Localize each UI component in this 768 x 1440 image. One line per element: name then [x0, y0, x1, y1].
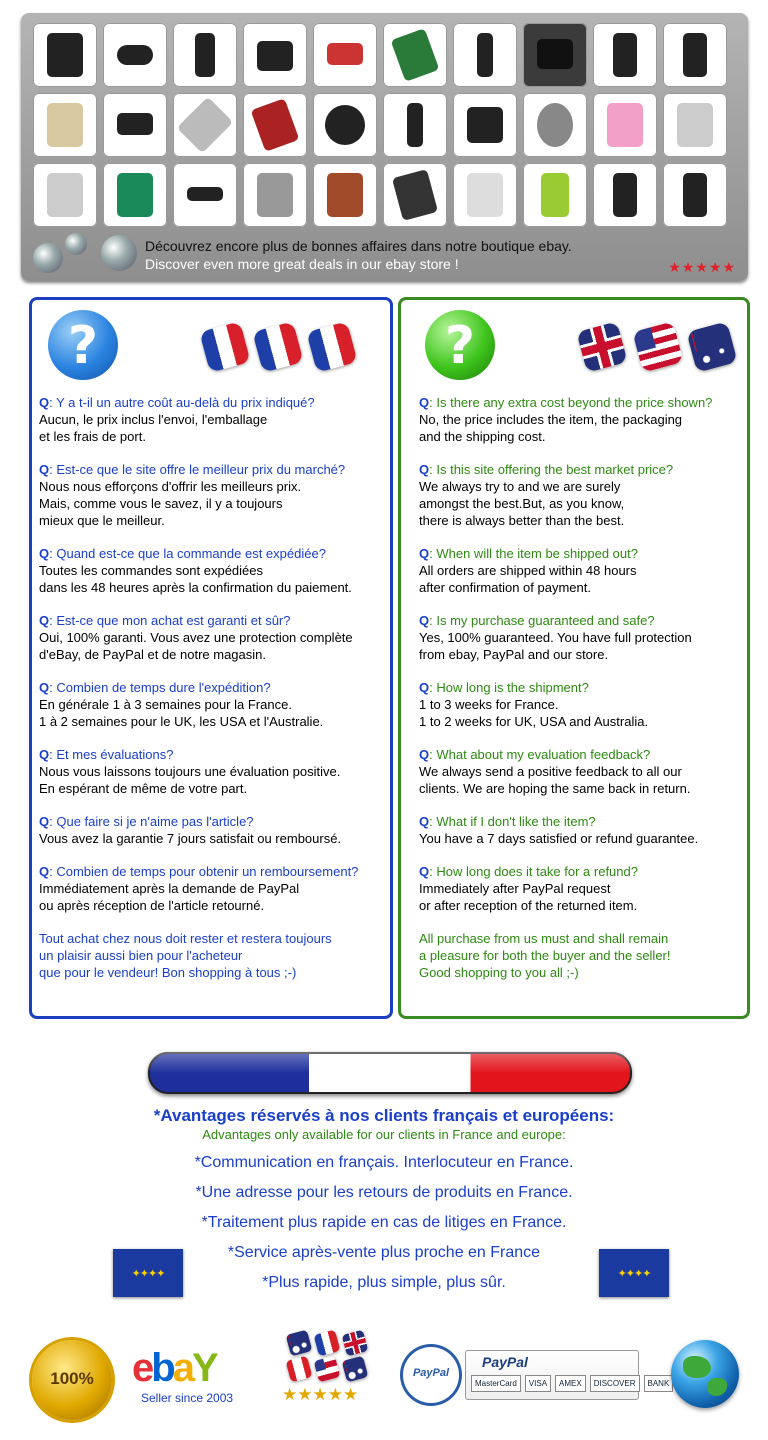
product-thumb[interactable]	[383, 23, 447, 87]
paypal-logo: PayPal	[482, 1354, 528, 1370]
faq-item	[419, 545, 743, 596]
product-thumb[interactable]	[33, 93, 97, 157]
question-icon: ?	[425, 310, 495, 380]
faq-answer: You have a 7 days satisfied or refund guarantee.	[419, 831, 699, 846]
faq-answer: No, the price includes the item, the packaging and the shipping cost.	[419, 412, 683, 444]
faq-question: Q: Is my purchase guaranteed and safe?	[419, 613, 655, 628]
faq-answer: Oui, 100% garanti. Vous avez une protection complète d'eBay, de PayPal et de notre magasin.	[39, 630, 353, 662]
buyer-protection-seal-icon: PayPal	[400, 1344, 462, 1406]
globe-icon	[65, 233, 87, 255]
banner-text-fr: Découvrez encore plus de bonnes affaires dans notre boutique ebay.	[145, 238, 572, 254]
globe-icon	[671, 1340, 739, 1408]
faq-question: Q: Et mes évaluations?	[39, 747, 174, 762]
question-icon: ?	[48, 310, 118, 380]
product-thumb[interactable]	[243, 163, 307, 227]
product-thumb[interactable]	[103, 93, 167, 157]
faq-question: Q: Quand est-ce que la commande est expédiée?	[39, 546, 326, 561]
product-thumb[interactable]	[523, 93, 587, 157]
globe-icon	[33, 243, 63, 273]
us-flag-icon	[314, 1356, 341, 1383]
product-thumb[interactable]	[593, 163, 657, 227]
advantages-title: *Avantages réservés à nos clients français et européens:	[153, 1106, 615, 1125]
faq-item	[419, 394, 743, 445]
product-thumb[interactable]	[453, 23, 517, 87]
faq-question: Q: When will the item be shipped out?	[419, 546, 638, 561]
product-thumb[interactable]	[663, 23, 727, 87]
faq-answer: Immediately after PayPal request or after reception of the returned item.	[419, 881, 638, 913]
french-tricolor-bar	[148, 1052, 632, 1094]
faq-item	[419, 679, 743, 730]
faq-answer: All orders are shipped within 48 hours after confirmation of payment.	[419, 563, 637, 595]
faq-question: Q: How long does it take for a refund?	[419, 864, 638, 879]
faq-question: Q: Y a t-il un autre coût au-delà du prix indiqué?	[39, 395, 315, 410]
product-thumb[interactable]	[173, 163, 237, 227]
rating-stars: ★★★★★	[282, 1385, 359, 1404]
us-flag-icon	[632, 321, 683, 372]
faq-item	[39, 394, 386, 445]
advantages-subtitle: Advantages only available for our clients in France and europe:	[202, 1127, 566, 1142]
product-thumb[interactable]	[383, 93, 447, 157]
faq-list	[39, 394, 386, 981]
faq-item	[419, 461, 743, 529]
amex-icon: AMEX	[555, 1375, 586, 1392]
canada-flag-icon	[286, 1356, 313, 1383]
product-thumbnails	[33, 23, 738, 227]
faq-closing: All purchase from us must and shall remain a pleasure for both the buyer and the seller! Good shopping to you all ;-)	[419, 931, 671, 980]
product-thumb[interactable]	[243, 23, 307, 87]
faq-question: Q: Is there any extra cost beyond the price shown?	[419, 395, 713, 410]
faq-question: Q: Est-ce que mon achat est garanti et sûr?	[39, 613, 291, 628]
ebay-logo[interactable]: ebaY	[132, 1346, 216, 1390]
faq-panel-french	[29, 297, 393, 1019]
australia-flag-icon	[286, 1330, 313, 1357]
france-flag-icon	[306, 321, 357, 372]
faq-item	[39, 813, 386, 847]
faq-answer: We always send a positive feedback to all our clients. We are hoping the same back in return.	[419, 764, 691, 796]
product-thumb[interactable]	[453, 163, 517, 227]
seller-since: Seller since 2003	[141, 1391, 234, 1405]
product-thumb[interactable]	[33, 163, 97, 227]
faq-answer: Immédiatement après la demande de PayPal ou après réception de l'article retourné.	[39, 881, 300, 913]
product-thumb[interactable]	[103, 23, 167, 87]
product-thumb[interactable]	[383, 163, 447, 227]
product-thumb[interactable]	[103, 163, 167, 227]
france-flag-icon	[252, 321, 303, 372]
faq-question: Q: What about my evaluation feedback?	[419, 747, 651, 762]
uk-flag-icon	[342, 1330, 369, 1357]
satisfaction-seal-icon: 100%	[32, 1340, 112, 1420]
product-thumb[interactable]	[523, 163, 587, 227]
product-thumb[interactable]	[313, 163, 377, 227]
product-thumb[interactable]	[663, 93, 727, 157]
france-flag-icon	[314, 1330, 341, 1357]
payment-cards	[471, 1375, 673, 1392]
product-thumb[interactable]	[523, 23, 587, 87]
faq-answer: 1 to 3 weeks for France. 1 to 2 weeks for UK, USA and Australia.	[419, 697, 649, 729]
advantage-line: *Plus rapide, plus simple, plus sûr.	[262, 1274, 506, 1291]
faq-question: Q: How long is the shipment?	[419, 680, 589, 695]
paypal-payment-methods[interactable]	[465, 1350, 670, 1400]
uk-flag-icon	[576, 321, 627, 372]
eu-flag-icon: ✦✦✦✦	[113, 1249, 183, 1297]
product-thumb[interactable]	[593, 23, 657, 87]
faq-closing: Tout achat chez nous doit rester et restera toujours un plaisir aussi bien pour l'acheteur que pour le vendeur! Bon shopping à tous ;-)	[39, 931, 332, 980]
faq-answer: Vous avez la garantie 7 jours satisfait ou remboursé.	[39, 831, 342, 846]
australia-flag-icon	[686, 321, 737, 372]
faq-question: Q: Combien de temps pour obtenir un remboursement?	[39, 864, 359, 879]
faq-answer: Toutes les commandes sont expédiées dans les 48 heures après la confirmation du paiement.	[39, 563, 352, 595]
faq-item	[419, 813, 743, 847]
advantage-line: *Traitement plus rapide en cas de litiges en France.	[201, 1214, 567, 1231]
faq-question: Q: Est-ce que le site offre le meilleur prix du marché?	[39, 462, 346, 477]
faq-answer: Nous nous efforçons d'offrir les meilleurs prix. Mais, comme vous le savez, il y a toujours mieux que le meilleur.	[39, 479, 302, 528]
product-thumb[interactable]	[663, 163, 727, 227]
product-thumb[interactable]	[33, 23, 97, 87]
faq-item	[419, 612, 743, 663]
globe-icon	[101, 235, 137, 271]
faq-item	[39, 545, 386, 596]
faq-question: Q: Combien de temps dure l'expédition?	[39, 680, 271, 695]
faq-item	[419, 863, 743, 914]
product-thumb[interactable]	[173, 93, 237, 157]
country-flags	[288, 1332, 366, 1380]
faq-item	[419, 746, 743, 797]
store-banner[interactable]	[21, 13, 748, 281]
product-thumb[interactable]	[313, 93, 377, 157]
faq-list	[419, 394, 743, 981]
banner-text-en: Discover even more great deals in our ebay store !	[145, 256, 459, 272]
bank-icon: BANK	[644, 1375, 674, 1392]
australia-flag-icon	[342, 1356, 369, 1383]
visa-icon: VISA	[525, 1375, 551, 1392]
faq-question: Q: What if I don't like the item?	[419, 814, 596, 829]
eu-flag-icon: ✦✦✦✦	[599, 1249, 669, 1297]
faq-item	[39, 679, 386, 730]
faq-answer: En générale 1 à 3 semaines pour la France. 1 à 2 semaines pour le UK, les USA et l'Australie.	[39, 697, 324, 729]
faq-answer: We always try to and we are surely amongst the best.But, as you know, there is always better than the best.	[419, 479, 625, 528]
product-thumb[interactable]	[243, 93, 307, 157]
product-thumb[interactable]	[313, 23, 377, 87]
product-thumb[interactable]	[593, 93, 657, 157]
advantage-line: *Communication en français. Interlocuteur en France.	[194, 1154, 574, 1171]
faq-item	[39, 746, 386, 797]
faq-answer: Yes, 100% guaranteed. You have full protection from ebay, PayPal and our store.	[419, 630, 692, 662]
faq-panel-english	[398, 297, 750, 1019]
advantage-line: *Service après-vente plus proche en France	[227, 1244, 541, 1261]
rating-stars: ★★★★★	[668, 259, 736, 275]
discover-icon: DISCOVER	[590, 1375, 640, 1392]
france-flag-icon	[199, 321, 250, 372]
banner-text[interactable]	[145, 237, 572, 273]
product-thumb[interactable]	[453, 93, 517, 157]
faq-item	[39, 612, 386, 663]
product-thumb[interactable]	[173, 23, 237, 87]
faq-question: Q: Que faire si je n'aime pas l'article?	[39, 814, 254, 829]
faq-item	[39, 461, 386, 529]
faq-question: Q: Is this site offering the best market price?	[419, 462, 674, 477]
faq-answer: Aucun, le prix inclus l'envoi, l'emballage et les frais de port.	[39, 412, 268, 444]
mastercard-icon: MasterCard	[471, 1375, 521, 1392]
advantage-line: *Une adresse pour les retours de produits en France.	[195, 1184, 573, 1201]
faq-answer: Nous vous laissons toujours une évaluation positive. En espérant de même de votre part.	[39, 764, 341, 796]
faq-item	[39, 863, 386, 914]
